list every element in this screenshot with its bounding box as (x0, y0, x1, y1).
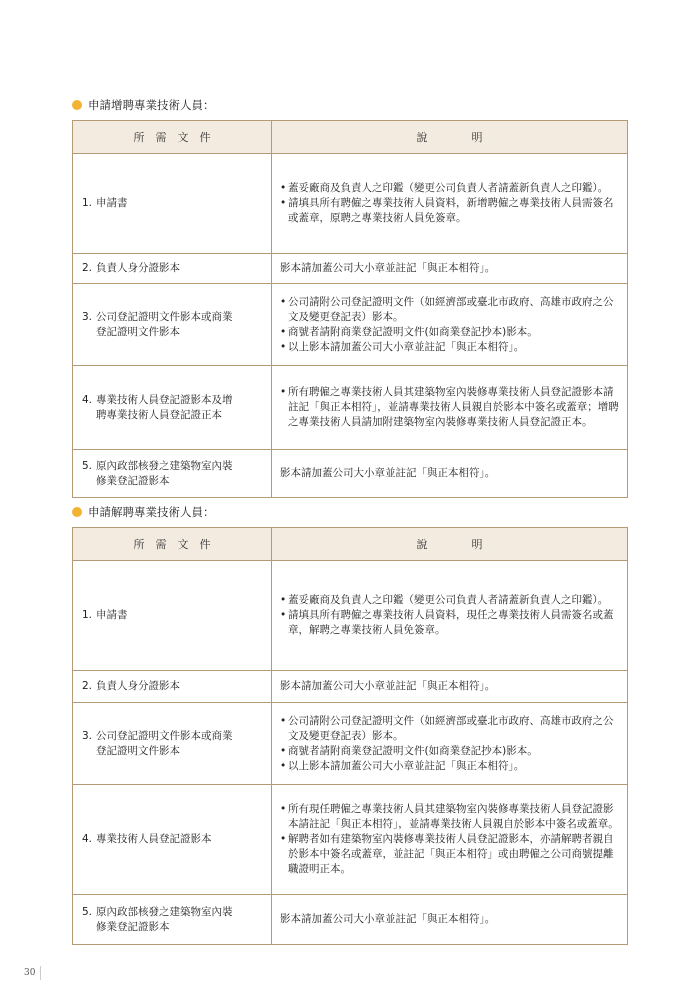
desc-cell: 影本請加蓋公司大小章並註記「與正本相符」。 (272, 895, 628, 945)
desc-cell: 影本請加蓋公司大小章並註記「與正本相符」。 (272, 671, 628, 703)
doc-cell: 5. 原內政部核發之建築物室內裝 修業登記證影本 (73, 450, 272, 498)
desc-cell: 影本請加蓋公司大小章並註記「與正本相符」。 (272, 254, 628, 284)
desc-item: • 所有聘僱之專業技術人員其建築物室內裝修專業技術人員登記證影本請註記「與正本相符」，並請專業技術人員親自於影本中簽名或蓋章；增聘之專業技術人員請加附建築物室內裝修專業技術人員登記證正本。 (280, 385, 619, 430)
header-documents: 所 需 文 件 (73, 528, 272, 561)
desc-item: • 解聘者如有建築物室內裝修專業技術人員登記證影本，亦請解聘者親自於影本中簽名或蓋章，並註記「與正本相符」或由聘僱之公司商號提離職證明正本。 (280, 832, 619, 877)
header-documents: 所 需 文 件 (73, 121, 272, 154)
doc-cell: 1. 申請書 (73, 561, 272, 671)
doc-cell: 3. 公司登記證明文件影本或商業 登記證明文件影本 (73, 703, 272, 785)
requirements-table (72, 527, 628, 945)
doc-cell: 5. 原內政部核發之建築物室內裝 修業登記證影本 (73, 895, 272, 945)
section-remove-staff (72, 503, 628, 945)
table-row (73, 671, 628, 703)
doc-cell: 4. 專業技術人員登記證影本及增 聘專業技術人員登記證正本 (73, 366, 272, 450)
table-header-row (73, 121, 628, 154)
table-row (73, 703, 628, 785)
header-description: 說 明 (272, 528, 628, 561)
table-row (73, 284, 628, 366)
table-row (73, 254, 628, 284)
page-number-divider (40, 966, 41, 980)
desc-cell (272, 561, 628, 671)
section-title-text: 申請增聘專業技術人員： (88, 98, 215, 112)
desc-item: • 請填具所有聘僱之專業技術人員資料，現任之專業技術人員需簽名或蓋章，解聘之專業技術人員免簽章。 (280, 608, 619, 638)
doc-cell: 1. 申請書 (73, 154, 272, 254)
table-row (73, 154, 628, 254)
table-row (73, 895, 628, 945)
desc-cell: 影本請加蓋公司大小章並註記「與正本相符」。 (272, 450, 628, 498)
yellow-bullet-icon (72, 507, 82, 517)
header-description: 說 明 (272, 121, 628, 154)
table-row (73, 450, 628, 498)
desc-cell (272, 366, 628, 450)
section-add-staff (72, 96, 628, 498)
section-title (72, 96, 628, 114)
desc-item: • 商號者請附商業登記證明文件(如商業登記抄本)影本。 (280, 744, 619, 759)
page-number: 30 (24, 968, 36, 978)
desc-item: • 以上影本請加蓋公司大小章並註記「與正本相符」。 (280, 340, 619, 355)
desc-cell (272, 154, 628, 254)
desc-item: • 以上影本請加蓋公司大小章並註記「與正本相符」。 (280, 759, 619, 774)
desc-item: • 蓋妥廠商及負責人之印鑑（變更公司負責人者請蓋新負責人之印鑑）。 (280, 181, 619, 196)
desc-item: • 所有現任聘僱之專業技術人員其建築物室內裝修專業技術人員登記證影本請註記「與正本相符」，並請專業技術人員親自於影本中簽名或蓋章。 (280, 802, 619, 832)
desc-item: • 請填具所有聘僱之專業技術人員資料，新增聘僱之專業技術人員需簽名或蓋章，原聘之專業技術人員免簽章。 (280, 196, 619, 226)
desc-item: • 公司請附公司登記證明文件（如經濟部或臺北市政府、高雄市政府之公文及變更登記表）影本。 (280, 714, 619, 744)
doc-cell: 4. 專業技術人員登記證影本 (73, 785, 272, 895)
table-row (73, 785, 628, 895)
desc-item: • 蓋妥廠商及負責人之印鑑（變更公司負責人者請蓋新負責人之印鑑）。 (280, 593, 619, 608)
desc-item: • 商號者請附商業登記證明文件(如商業登記抄本)影本。 (280, 325, 619, 340)
desc-cell (272, 785, 628, 895)
desc-cell (272, 703, 628, 785)
section-title-text: 申請解聘專業技術人員： (88, 505, 215, 519)
yellow-bullet-icon (72, 100, 82, 110)
desc-cell (272, 284, 628, 366)
section-title (72, 503, 628, 521)
table-header-row (73, 528, 628, 561)
requirements-table (72, 120, 628, 498)
desc-item: • 公司請附公司登記證明文件（如經濟部或臺北市政府、高雄市政府之公文及變更登記表）影本。 (280, 295, 619, 325)
doc-cell: 3. 公司登記證明文件影本或商業 登記證明文件影本 (73, 284, 272, 366)
table-row (73, 366, 628, 450)
table-row (73, 561, 628, 671)
doc-cell: 2. 負責人身分證影本 (73, 671, 272, 703)
doc-cell: 2. 負責人身分證影本 (73, 254, 272, 284)
